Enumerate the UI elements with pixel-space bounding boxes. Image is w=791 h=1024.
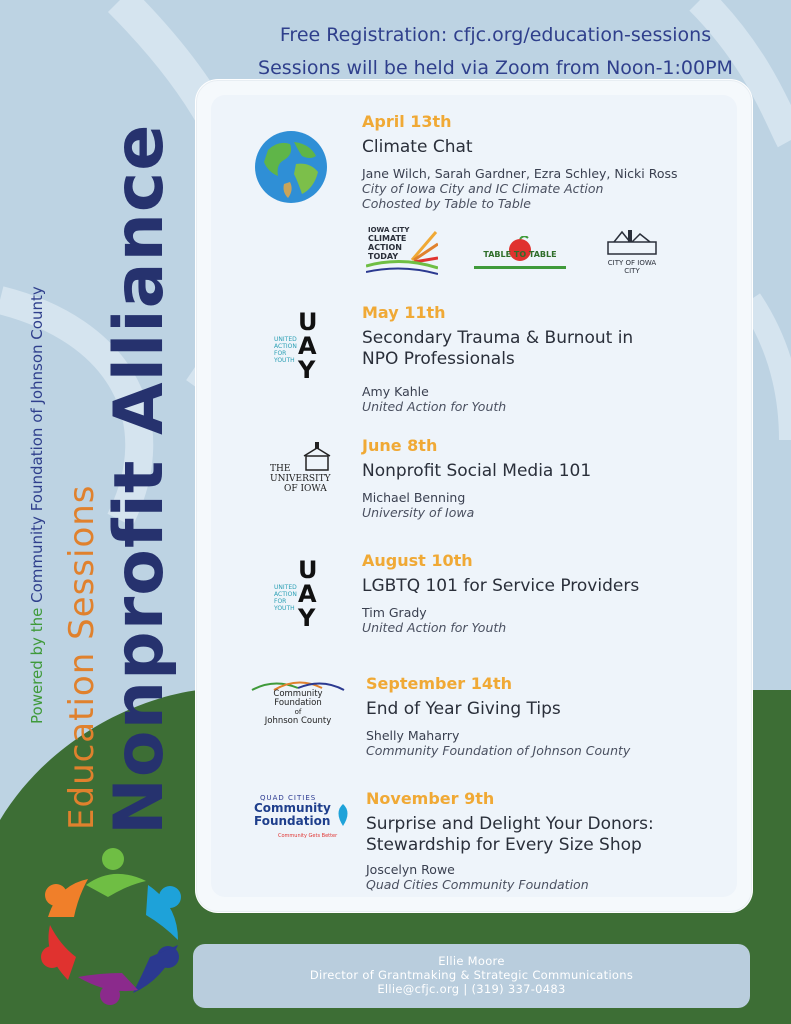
- powered-by-org: Community Foundation of Johnson County: [28, 286, 46, 603]
- session-title-line1: Secondary Trauma & Burnout in: [362, 328, 634, 348]
- cfjc-logo-line4: Johnson County: [264, 716, 332, 726]
- session-speakers: Tim Grady: [362, 605, 427, 620]
- uay-text-2: ACTION: [274, 343, 297, 350]
- session-title: Climate Chat: [362, 137, 473, 157]
- uiowa-text-1: THE: [270, 464, 291, 474]
- qccf-logo-line1: QUAD CITIES: [260, 794, 317, 802]
- uay-text-4: YOUTH: [274, 357, 295, 364]
- uay-letter-a: A: [298, 580, 317, 608]
- powered-by-prefix: Powered by the: [28, 607, 46, 724]
- cfjc-logo-line3: of: [294, 708, 302, 716]
- session-speakers: Amy Kahle: [362, 384, 429, 399]
- contact-footer: [193, 944, 750, 1008]
- nonprofit-alliance-title: Nonprofit Alliance: [100, 123, 179, 835]
- uay-letter-y: Y: [298, 604, 316, 632]
- quad-cities-community-foundation-logo: [250, 794, 354, 846]
- community-people-logo: [38, 845, 188, 1005]
- session-organization: University of Iowa: [362, 505, 475, 520]
- session-title: LGBTQ 101 for Service Providers: [362, 576, 640, 596]
- session-title-line2: Stewardship for Every Size Shop: [366, 835, 642, 855]
- city-logo-text: CITY OF IOWA CITY: [607, 259, 657, 275]
- uay-text-2: ACTION: [274, 591, 297, 598]
- cfjc-logo-line1: Community: [273, 689, 323, 699]
- qccf-logo-line3: Foundation: [254, 814, 331, 828]
- university-of-iowa-logo: [268, 442, 334, 500]
- united-action-for-youth-logo-2: [272, 558, 328, 636]
- climate-logo-word1: CLIMATE: [368, 234, 407, 243]
- contact-role: Director of Grantmaking & Strategic Communications: [309, 968, 634, 982]
- session-date: August 10th: [362, 551, 473, 570]
- climate-logo-word3: TODAY: [368, 252, 399, 261]
- community-foundation-johnson-county-logo: [250, 676, 346, 730]
- session-cohost-note: Cohosted by Table to Table: [362, 196, 531, 211]
- session-date: May 11th: [362, 303, 446, 322]
- session-speakers: Joscelyn Rowe: [366, 862, 455, 877]
- uay-text-1: UNITED: [274, 584, 297, 591]
- uiowa-text-3: OF IOWA: [284, 484, 327, 494]
- uay-letter-u: U: [298, 308, 318, 336]
- earth-globe-icon: [254, 130, 328, 204]
- qccf-logo-line2: Community: [254, 801, 331, 815]
- session-august: [362, 551, 742, 635]
- session-november: [366, 789, 746, 892]
- education-sessions-title: Education Sessions: [62, 484, 102, 830]
- session-date: November 9th: [366, 789, 495, 808]
- session-organization: Community Foundation of Johnson County: [366, 743, 631, 758]
- session-organization: United Action for Youth: [362, 620, 507, 635]
- session-june: [362, 436, 742, 520]
- climate-logo-small: IOWA CITY: [368, 226, 410, 234]
- session-organization: United Action for Youth: [362, 399, 507, 414]
- qccf-logo-tagline: Community Gets Better: [278, 833, 338, 839]
- uay-text-3: FOR: [274, 350, 287, 357]
- uiowa-text-2: UNIVERSITY: [270, 474, 331, 484]
- uay-letter-u: U: [298, 556, 318, 584]
- powered-by-text: [28, 286, 46, 724]
- uay-text-3: FOR: [274, 598, 287, 605]
- united-action-for-youth-logo: [272, 310, 328, 388]
- contact-details[interactable]: Ellie@cfjc.org | (319) 337-0483: [377, 982, 566, 996]
- session-date: June 8th: [362, 436, 438, 455]
- session-organization: Quad Cities Community Foundation: [366, 877, 589, 892]
- session-date: September 14th: [366, 674, 513, 693]
- session-title: End of Year Giving Tips: [366, 699, 561, 719]
- climate-logo-word2: ACTION: [368, 243, 402, 252]
- session-april: [362, 112, 742, 211]
- session-organization: City of Iowa City and IC Climate Action: [362, 181, 604, 196]
- session-may: [362, 303, 742, 414]
- session-title: [366, 814, 746, 856]
- session-title: Nonprofit Social Media 101: [362, 461, 592, 481]
- uay-letter-a: A: [298, 332, 317, 360]
- city-of-iowa-city-logo: [604, 228, 660, 275]
- contact-name: Ellie Moore: [438, 954, 505, 968]
- session-september: [366, 674, 746, 758]
- table-to-table-logo: [472, 236, 568, 274]
- climate-action-today-logo: [366, 226, 438, 278]
- session-speakers: Michael Benning: [362, 490, 466, 505]
- session-title-line1: Surprise and Delight Your Donors:: [366, 814, 654, 834]
- session-title-line2: NPO Professionals: [362, 349, 515, 369]
- uay-letter-y: Y: [298, 356, 316, 384]
- uay-text-1: UNITED: [274, 336, 297, 343]
- uay-text-4: YOUTH: [274, 605, 295, 612]
- registration-line: Free Registration: cfjc.org/education-sessions: [279, 24, 712, 46]
- session-speakers: Shelly Maharry: [366, 728, 460, 743]
- table-to-table-text: TABLE TO TABLE: [483, 250, 557, 259]
- session-speakers: Jane Wilch, Sarah Gardner, Ezra Schley, Nicki Ross: [362, 166, 678, 181]
- cfjc-logo-line2: Foundation: [274, 698, 322, 708]
- session-title: [362, 328, 742, 370]
- zoom-info-line: Sessions will be held via Zoom from Noon-1:00PM: [258, 57, 733, 79]
- session-date: April 13th: [362, 112, 452, 131]
